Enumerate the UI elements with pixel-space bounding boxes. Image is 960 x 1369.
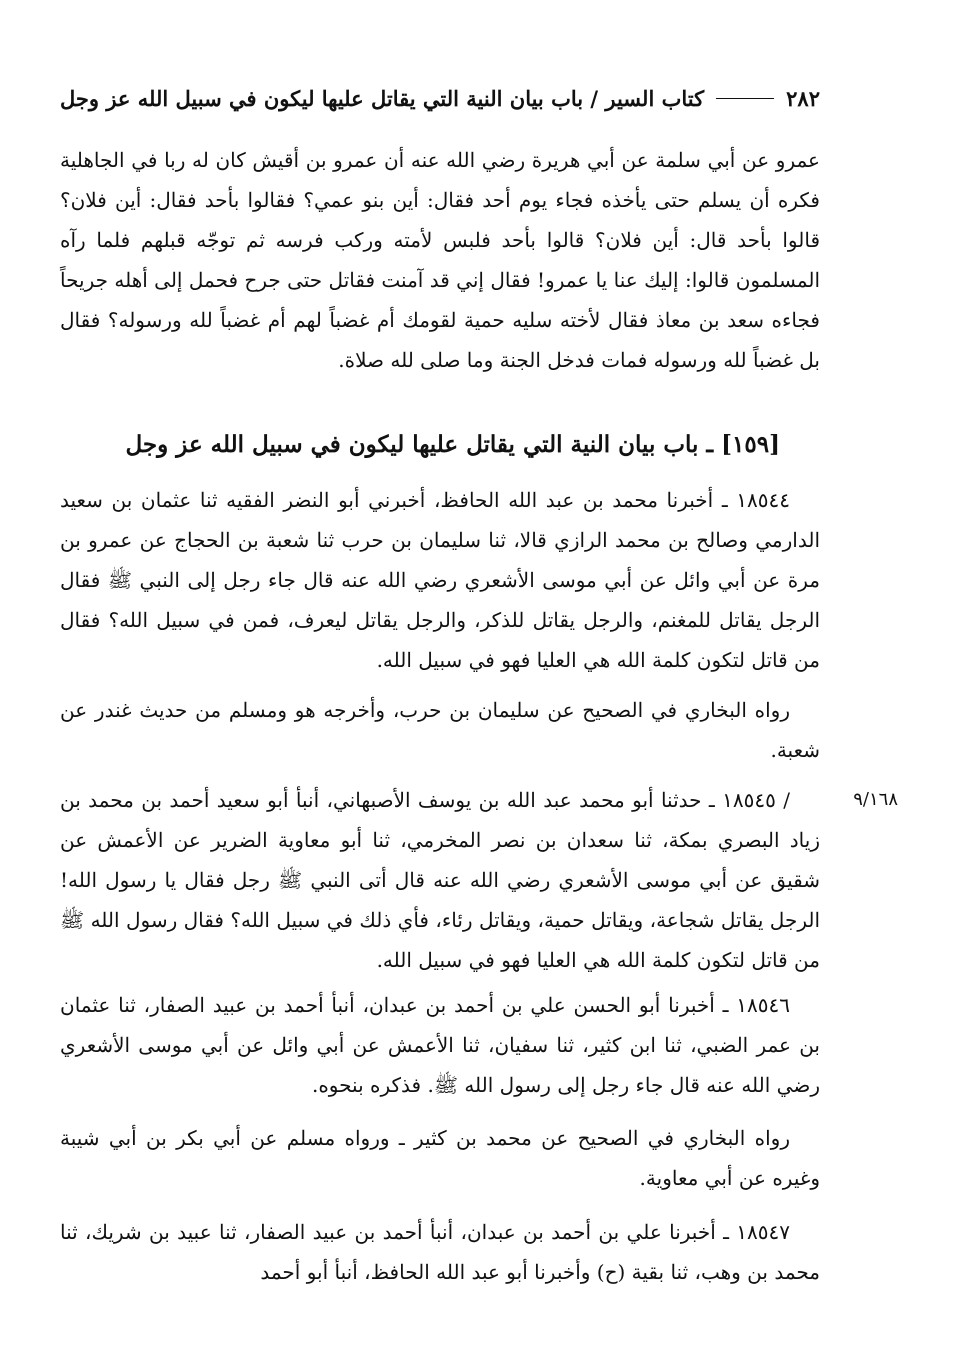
running-header — [60, 78, 820, 118]
chapter-heading: [١٥٩] ـ باب بيان النية التي يقاتل عليها ليكون في سبيل الله عز وجل — [125, 431, 780, 458]
intro-paragraph — [60, 140, 820, 380]
hadith-18545-text: / ١٨٥٤٥ ـ حدثنا أبو محمد عبد الله بن يوسف الأصبهاني، أنبأ أبو سعيد أحمد بن محمد بن زياد البصري بمكة، ثنا سعدان بن نصر المخرمي، ثنا أبو معاوية الضرير عن الأعمش عن شقيق عن أبي موسى الأشعري رضي الله عنه قال أتى النبي ﷺ رجل فقال يا رسول الله! الرجل يقاتل شجاعة، ويقاتل حمية، ويقاتل رئاء، فأي ذلك في سبيل الله؟ فقال رسول الله ﷺ من قاتل لتكون كلمة الله هي العليا فهو في سبيل الله. — [60, 788, 820, 972]
takhrij-18544-text: رواه البخاري في الصحيح عن سليمان بن حرب، وأخرجه هو ومسلم من حديث غندر عن شعبة. — [60, 698, 820, 762]
margin-volume-page-reference: ٩/١٦٨ — [853, 789, 898, 810]
running-title: كتاب السير / باب بيان النية التي يقاتل عليها ليكون في سبيل الله عز وجل — [60, 85, 705, 111]
hadith-18547-text: ١٨٥٤٧ ـ أخبرنا علي بن أحمد بن عبدان، أنبأ أحمد بن عبيد الصفار، ثنا عبيد بن شريك، ثنا محمد بن وهب، ثنا بقية (ح) وأخبرنا أبو عبد الله الحافظ، أنبأ أبو أحمد — [60, 1220, 820, 1284]
hadith-18547 — [60, 1212, 820, 1292]
hadith-18545 — [60, 780, 820, 980]
hadith-18544 — [60, 480, 820, 680]
hadith-18546-text: ١٨٥٤٦ ـ أخبرنا أبو الحسن علي بن أحمد بن عبدان، أنبأ أحمد بن عبيد الصفار، ثنا عثمان بن عمر الضبي، ثنا ابن كثير، ثنا سفيان، ثنا الأعمش عن أبي وائل عن أبي موسى الأشعري رضي الله عنه قال جاء رجل إلى رسول الله ﷺ. فذكره بنحوه. — [60, 993, 820, 1097]
takhrij-18546 — [60, 1118, 820, 1198]
page-number: ٢٨٢ — [786, 85, 820, 111]
intro-paragraph-text: عمرو عن أبي سلمة عن أبي هريرة رضي الله عنه أن عمرو بن أقيش كان له ربا في الجاهلية فكره أن يسلم حتى يأخذه فجاء يوم أحد فقال: أين بنو عمي؟ فقالوا بأحد فقال: أين فلان؟ قالوا بأحد قال: أين فلان؟ قالوا بأحد فلبس لأمته وركب فرسه ثم توجّه قبلهم فلما رآه المسلمون قالوا: إليك عنا يا عمرو! فقال إني قد آمنت فقاتل حتى جرح فحمل إلى أهله جريحاً فجاءه سعد بن معاذ فقال لأخته سليه حمية لقومك أم غضباً لهم أم غضباً لله ورسوله؟ فقال بل غضباً لله ورسوله فمات فدخل الجنة وما صلى لله صلاة. — [60, 148, 820, 372]
takhrij-18546-text: رواه البخاري في الصحيح عن محمد بن كثير ـ ورواه مسلم عن أبي بكر بن أبي شيبة وغيره عن أبي معاوية. — [60, 1126, 820, 1190]
header-rule — [716, 98, 774, 99]
takhrij-18544 — [60, 690, 820, 770]
hadith-18546 — [60, 985, 820, 1105]
hadith-18544-text: ١٨٥٤٤ ـ أخبرنا محمد بن عبد الله الحافظ، أخبرني أبو النضر الفقيه ثنا عثمان بن سعيد الدارمي وصالح بن محمد الرازي قالا، ثنا سليمان بن حرب ثنا شعبة بن الحجاج عن عمرو بن مرة عن أبي وائل عن أبي موسى الأشعري رضي الله عنه قال جاء رجل إلى النبي ﷺ فقال الرجل يقاتل للمغنم، والرجل يقاتل للذكر، والرجل يقاتل ليعرف، فمن في سبيل الله؟ فقال من قاتل لتكون كلمة الله هي العليا فهو في سبيل الله. — [60, 488, 820, 672]
